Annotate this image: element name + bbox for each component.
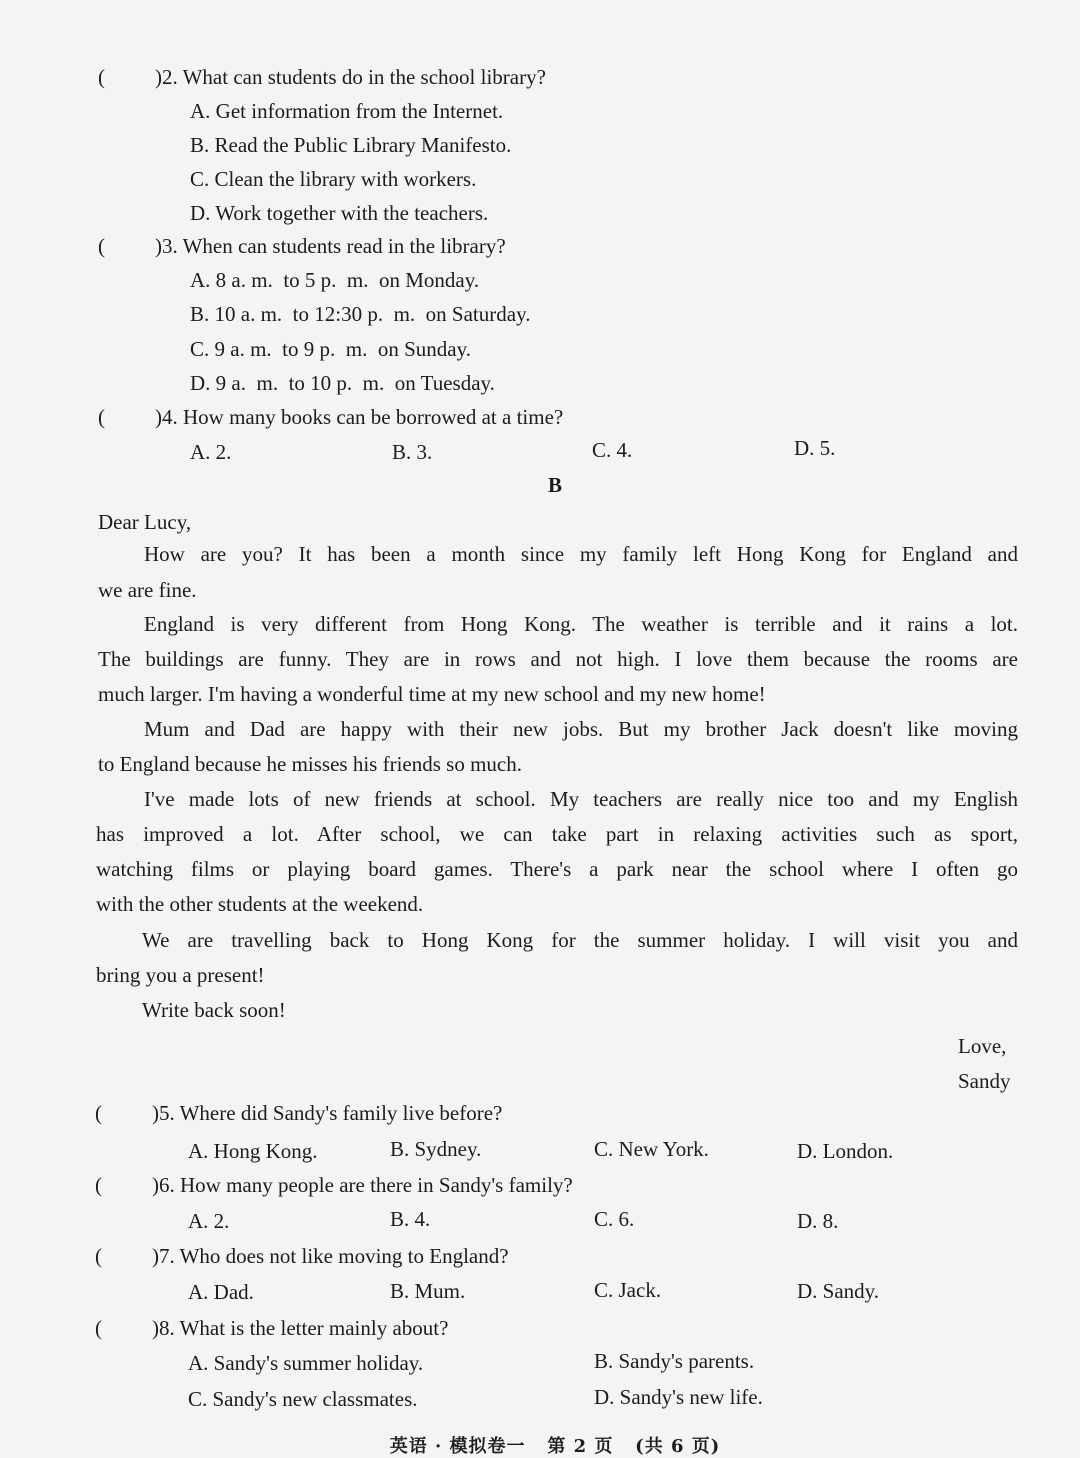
- option-a: A. Dad.: [188, 1280, 254, 1304]
- option-c: C. 6.: [594, 1207, 635, 1231]
- question-text: )6. How many people are there in Sandy's family?: [152, 1173, 573, 1197]
- letter-line: to England because he misses his friends so much.: [98, 752, 522, 776]
- letter-line: much larger. I'm having a wonderful time at my new school and my new home!: [98, 682, 766, 706]
- answer-paren[interactable]: (: [98, 234, 105, 258]
- letter-line: has improved a lot. After school, we can take part in relaxing activities such as sport,: [96, 822, 1018, 846]
- option-d: D. 5.: [794, 436, 836, 460]
- option-d: D. 9 a. m. to 10 p. m. on Tuesday.: [190, 371, 495, 395]
- option-d: D. 8.: [797, 1209, 839, 1233]
- letter-line: The buildings are funny. They are in rows and not high. I love them because the rooms are: [98, 647, 1018, 671]
- option-c: C. New York.: [594, 1137, 709, 1161]
- answer-paren[interactable]: (: [98, 405, 105, 429]
- question-text: )8. What is the letter mainly about?: [152, 1316, 449, 1340]
- letter-line: watching films or playing board games. There's a park near the school where I often go: [96, 857, 1018, 881]
- option-a: A. Get information from the Internet.: [190, 99, 504, 123]
- option-b: B. Sydney.: [390, 1137, 482, 1161]
- answer-paren[interactable]: (: [95, 1173, 102, 1197]
- option-a: A. 8 a. m. to 5 p. m. on Monday.: [190, 268, 480, 292]
- option-a: A. Hong Kong.: [188, 1139, 318, 1163]
- section-heading: B: [547, 473, 562, 497]
- question-text: )2. What can students do in the school library?: [155, 65, 546, 89]
- option-d: D. Work together with the teachers.: [190, 201, 489, 225]
- letter-line: with the other students at the weekend.: [96, 892, 424, 916]
- option-d: D. London.: [797, 1139, 894, 1163]
- option-a: A. Sandy's summer holiday.: [188, 1351, 424, 1375]
- answer-paren[interactable]: (: [95, 1244, 102, 1268]
- question-text: )5. Where did Sandy's family live before?: [152, 1101, 503, 1125]
- question-text: )7. Who does not like moving to England?: [152, 1244, 509, 1268]
- option-c: C. Sandy's new classmates.: [188, 1387, 418, 1411]
- question-text: )4. How many books can be borrowed at a time?: [155, 405, 564, 429]
- option-b: B. 4.: [390, 1207, 431, 1231]
- question-text: )3. When can students read in the library?: [155, 234, 506, 258]
- answer-paren[interactable]: (: [95, 1101, 102, 1125]
- answer-paren[interactable]: (: [95, 1316, 102, 1340]
- letter-line: Mum and Dad are happy with their new jobs. But my brother Jack doesn't like moving: [144, 717, 1018, 741]
- letter-line: bring you a present!: [96, 963, 265, 987]
- letter-closing: Love,: [958, 1034, 1007, 1058]
- option-b: B. Mum.: [390, 1279, 466, 1303]
- option-a: A. 2.: [188, 1209, 230, 1233]
- letter-line: How are you? It has been a month since my family left Hong Kong for England and: [144, 542, 1018, 566]
- option-b: B. Read the Public Library Manifesto.: [190, 133, 512, 157]
- letter-line: We are travelling back to Hong Kong for the summer holiday. I will visit you and: [142, 928, 1018, 952]
- option-b: B. 3.: [392, 440, 433, 464]
- option-a: A. 2.: [190, 440, 232, 464]
- option-b: B. Sandy's parents.: [594, 1349, 755, 1373]
- option-c: C. 9 a. m. to 9 p. m. on Sunday.: [190, 337, 471, 361]
- letter-line: England is very different from Hong Kong. The weather is terrible and it rains a lot.: [144, 612, 1018, 636]
- option-c: C. Clean the library with workers.: [190, 167, 477, 191]
- answer-paren[interactable]: (: [98, 65, 105, 89]
- letter-line: Write back soon!: [142, 998, 286, 1022]
- option-d: D. Sandy.: [797, 1279, 880, 1303]
- letter-signature: Sandy: [958, 1069, 1011, 1093]
- option-b: B. 10 a. m. to 12:30 p. m. on Saturday.: [190, 302, 531, 326]
- option-c: C. Jack.: [594, 1278, 662, 1302]
- letter-line: we are fine.: [98, 578, 197, 602]
- page-footer: 英语 · 模拟卷一 第 2 页 (共 6 页): [389, 1436, 721, 1457]
- option-d: D. Sandy's new life.: [594, 1385, 763, 1409]
- letter-line: I've made lots of new friends at school. My teachers are really nice too and my English: [144, 787, 1018, 811]
- letter-greeting: Dear Lucy,: [98, 510, 192, 534]
- option-c: C. 4.: [592, 438, 633, 462]
